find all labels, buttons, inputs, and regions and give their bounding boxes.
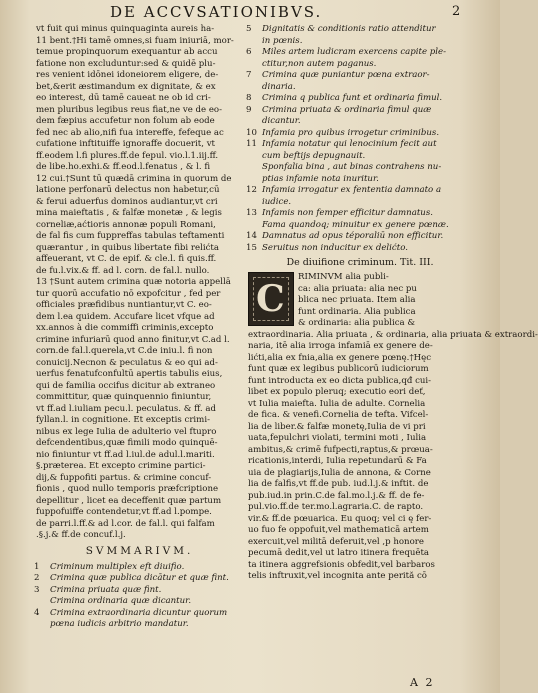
text-line: affeuerant, vt C. de epif. & cle.l. fi quis.ff.	[36, 254, 217, 264]
summary-item-text: in pœnis.	[262, 35, 303, 46]
text-line: temue propinquorum exequantur ab accu	[36, 47, 218, 57]
section-title: De diuifione criminum. Tit. III.	[286, 257, 434, 268]
text-line: bet,&erit æstimandum ex dignitate, & ex	[36, 81, 216, 92]
text-line: de fu.l.vix.& ff. ad l. corn. de fal.l. nullo.	[36, 265, 210, 276]
summary-item	[248, 185, 472, 197]
summary-item-text: dinaria.	[262, 81, 296, 92]
summary-item-text: ptias infamie nota inuritur.	[262, 173, 379, 184]
summary-item-number: 6	[246, 47, 252, 57]
text-line: dem fæpius accufetur non folum ab eode	[36, 116, 215, 126]
text-line: crimine infuriarū quod anno finitur,vt C.ad l.	[36, 334, 230, 345]
summary-item	[248, 47, 472, 59]
summary-item-number: 14	[246, 231, 257, 241]
summarium-heading: SVMMARIVM.	[85, 544, 194, 557]
summary-item-text: Criminum multiplex eft diuifio.	[50, 561, 185, 572]
text-line: fyllan.l. in cognitione. Et exceptis crimi-	[36, 415, 210, 425]
summary-item	[248, 59, 472, 71]
summary-item	[248, 70, 472, 82]
body-line: uia de plagiarijs,Iulia de annona, & Corne	[248, 467, 431, 478]
summary-item-text: dicantur.	[262, 116, 301, 126]
text-line: fed nec ab alio,nifi fua intereffe, fefeque ac	[36, 127, 224, 138]
body-line: & ordinaria: alia publica &	[298, 318, 416, 328]
text-line: officiales præfidibus nuntiantur,vt C. eo-	[36, 300, 212, 310]
body-line: de fica. & venefi.Cornelia de tefta. Vifcel-	[248, 410, 429, 420]
text-line: eo interest, dū tamē caueat ne ob id cri-	[36, 93, 211, 103]
summary-item	[248, 116, 472, 128]
text-line: defcendentibus,quæ fimili modo quinquē-	[36, 438, 218, 448]
text-line: dem l.ea quidem. Accufare licet vfque ad	[36, 311, 215, 322]
body-line: telis inftruxit,vel incognita ante perită cō	[248, 571, 427, 581]
body-line: funt ordinaria. Alia publica	[298, 306, 416, 317]
text-line: §.præterea. Et excepto crimine partici-	[36, 461, 206, 471]
body-line: ricationis,interdi, Iulia repetundarū & Fa	[248, 456, 427, 466]
summary-item	[248, 174, 472, 186]
summary-item-number: 1	[34, 561, 40, 572]
text-line: res venient idōnei idoneiorem eligere, de-	[36, 70, 219, 80]
body-line: lia de falfis,vt ff.de pub. iud.l.j.& inftit. de	[248, 479, 429, 489]
summary-item-text: Crimina priuata quæ fint.	[50, 584, 162, 595]
summary-item	[248, 93, 472, 105]
summary-item-number: 12	[246, 185, 257, 195]
text-line: fatione non excluduntur:sed & quidē plu-	[36, 58, 216, 69]
summary-item	[248, 220, 472, 232]
folio-number: 2	[452, 4, 461, 19]
text-line: mina maieftatis , & falfæ monetæ , & legis	[36, 208, 222, 218]
body-line: ca: alia priuata: alia nec pu	[298, 283, 417, 294]
summary-item	[248, 128, 472, 140]
body-line: ambitus,& crimē fufpecti,raptus,& prœua-	[248, 444, 433, 455]
summary-item	[248, 243, 472, 255]
body-line: pub.iud.in prin.C.de fal.mo.l.j.& ff. de fe-	[248, 490, 425, 501]
text-line: .§.j.& ff.de concuf.l.j.	[36, 530, 126, 540]
running-title: DE ACCVSATIONIBVS.	[110, 3, 323, 21]
summary-item-text: Fama quandoq; minuitur ex genere pœnæ.	[262, 219, 449, 230]
summary-item-text: Infamia pro quibus irrogetur criminibus.	[262, 127, 440, 138]
summary-item	[248, 105, 472, 117]
summary-item	[36, 585, 243, 597]
body-line: blica nec priuata. Item alia	[298, 295, 416, 305]
text-line: fionis , quod nullo temporis præfcriptione	[36, 484, 219, 494]
body-line: libet ex populo pleruq; executio eori deť,	[248, 387, 426, 397]
summary-item-text: Damnatus ad opus téporaliū non efficitur.	[262, 231, 444, 241]
summary-item	[248, 151, 472, 163]
body-line: exercuit,vel militā deferuit,vel ,p honore	[248, 536, 424, 547]
summary-item-number: 11	[246, 139, 257, 149]
summary-item-text: Crimina ordinaria quæ dicantur.	[50, 596, 192, 606]
text-line: vt ff.ad l.iuliam pecu.l. peculatus. & ff. ad	[36, 403, 217, 414]
text-line: nibus ex lege Iulia de adulterio vel ftupro	[36, 426, 217, 437]
summary-item-text: Crimina priuata & ordinaria fimul quæ	[262, 104, 432, 115]
summary-item-text: Crimina q publica funt et ordinaria fimul.	[262, 93, 443, 103]
text-line: de parri.l.ff.& ad l.cor. de fal.l. qui falfam	[36, 518, 215, 529]
summary-item-number: 15	[246, 242, 257, 253]
right-column	[246, 24, 538, 583]
body-line: vt Iulia maiefta. Iulia de adulte. Cornelia	[248, 398, 426, 409]
text-line: qui de familia occifus dicitur ab extraneo	[36, 380, 216, 391]
text-line: men pluribus legibus reus fiat,ne ve de eo-	[36, 104, 222, 115]
summary-item-number: 9	[246, 104, 252, 115]
summary-item	[36, 562, 243, 574]
body-line: lia de liber.& falfæ monetę,Iulia de vi pri	[248, 421, 426, 432]
text-line: & ferui aduerfus dominos audiantur,vt cri	[36, 196, 218, 207]
text-line: tur quorū accufatio nō expofcitur , fed per	[36, 288, 221, 299]
summary-item-number: 4	[34, 607, 40, 618]
summary-item	[36, 608, 243, 620]
summary-item	[248, 139, 472, 151]
left-summary-list	[36, 562, 243, 631]
text-line: latione perfonarū delectus non habetur,cū	[36, 185, 220, 195]
text-line: cufatione inftituiffe ignoraffe docuerit, vt	[36, 139, 216, 149]
summary-item	[248, 82, 472, 94]
text-line: depellitur , licet ea deceffenit quæ partum	[36, 495, 222, 506]
drop-cap-initial	[248, 272, 294, 326]
summary-item	[248, 36, 472, 48]
body-line: naria, itē alia irroga infamiā ex genere de-	[248, 341, 433, 351]
summary-item-text: Sponfalia bina , aut binas contrahens nu-	[262, 162, 442, 172]
body-line: ta itinera aggrefsionis obfedit,vel barbaros	[248, 559, 435, 570]
summary-item-text: ctitur,non autem paganus.	[262, 58, 377, 69]
summary-item	[36, 573, 243, 585]
summary-item-text: iudice.	[262, 196, 292, 207]
summary-item-number: 5	[246, 24, 252, 34]
summary-item	[248, 162, 472, 174]
right-summary-list	[248, 24, 472, 254]
text-line: dij,& fuppofiti partus. & crimine concuf-	[36, 472, 212, 483]
text-line: corneliæ,aćtioris annonæ populi Romani,	[36, 219, 216, 230]
text-line: uerfus fenatufconfultū apertis tabulis eius,	[36, 369, 223, 379]
text-line: quærantur , in quibus libertate fibi relićta	[36, 242, 219, 253]
summary-item	[248, 208, 472, 220]
summary-item-number: 10	[246, 127, 257, 138]
body-line: vir.& ff.de pœuarica. Eu quoq; vel ci ę fer-	[248, 513, 432, 524]
body-line: pecumā dedit,vel ut latro itinera frequēta	[248, 548, 430, 558]
text-line: 13 †Sunt autem crimina quæ notoria appellā	[36, 277, 231, 287]
text-line: corn.de fal.l.querela,vt C.de iniu.l. fi non	[36, 346, 213, 356]
summary-item-number: 3	[34, 584, 40, 595]
summary-item-text: Miles artem ludicram exercens capite ple-	[262, 47, 447, 57]
summary-item-text: Crimina quæ puniantur pœna extraor-	[262, 70, 430, 80]
text-line: vt fuit qui minus quinquaginta aureis ha-	[36, 24, 215, 34]
body-line: lićti,alia ex fnia,alia ex genere pœnę.†Hęc	[248, 352, 432, 363]
text-line: 11 bent.†Hi tamē omnes,si fuam iniuriā, mor-	[36, 35, 234, 46]
summary-item-number: 7	[246, 70, 252, 80]
text-line: de libe.ho.exhi.& ff.eod.l.fenatus , & l. fi	[36, 162, 211, 172]
text-line: ff.eodem l.fi plures.ff.de fepul. vio.l.1.iij.ff.	[36, 150, 219, 161]
signature-mark: A 2	[410, 676, 435, 689]
summary-item-text: Seruitus non inducitur ex delićto.	[262, 242, 408, 253]
summary-item	[248, 24, 472, 36]
left-column	[36, 24, 243, 631]
left-text-block	[36, 24, 243, 542]
body-line: funt quæ ex legibus publicorū iudiciorum	[248, 364, 429, 374]
summary-item-text: Infamia irrogatur ex fententia damnato a	[262, 185, 442, 195]
text-line: nio finiuntur vt ff.ad l.iul.de adul.l.mariti.	[36, 449, 215, 460]
summary-item-text: cum beftijs depugnauit.	[262, 150, 366, 161]
summary-item	[36, 596, 243, 608]
summary-item-number: 8	[246, 93, 252, 103]
text-line: 12 cui.†Sunt tū quædā crimina in quorum de	[36, 173, 232, 184]
text-line: de fal fis cum fuppreffas tabulas teftamenti	[36, 231, 225, 241]
body-line: uo fuo fe oppofuit,vel mathematicā artem	[248, 525, 429, 535]
summary-item-text: Infamis non femper efficitur damnatus.	[262, 208, 433, 218]
summary-item-text: Dignitatis & conditionis ratio attenditur	[262, 24, 436, 34]
drop-cap-letter: C	[256, 278, 285, 320]
body-line: uata,fepulchri violati, termini moti , Iulia	[248, 433, 427, 443]
summary-item-text: Crimina quæ publica dicātur et quæ fint.	[50, 573, 229, 583]
text-line: fuppofuiffe contendetur,vt ff.ad l.pompe.	[36, 507, 212, 517]
summary-item-text: pœna iudicis arbitrio mandatur.	[50, 619, 189, 629]
summary-item	[36, 619, 243, 631]
body-line: funt introducta ex eo dicta publica,qđ cui-	[248, 375, 432, 386]
summary-item-number: 2	[34, 573, 40, 583]
text-line: committitur, quæ quinquennio finiuntur,	[36, 392, 212, 402]
section-body	[248, 272, 538, 583]
summary-item-number: 13	[246, 208, 257, 218]
text-line: xx.annos à die commiffi criminis,excepto	[36, 323, 214, 333]
text-line: conuicij.Necnon & peculatus & eo qui ad-	[36, 357, 218, 368]
summary-item-text: Crimina extraordinaria dicuntur quorum	[50, 607, 228, 618]
summary-item	[248, 231, 472, 243]
body-line: pul.vio.ff.de ter.mo.l.agraria.C. de rapto.	[248, 502, 424, 512]
body-line: extraordinaria. Alia priuata , & ordinaria, alia priuata & extraordi-	[248, 329, 538, 340]
summary-item-text: Infamia notatur qui lenocinium fecit aut	[262, 139, 437, 149]
body-line: RIMINVM alia publi-	[298, 272, 389, 282]
summary-item	[248, 197, 472, 209]
